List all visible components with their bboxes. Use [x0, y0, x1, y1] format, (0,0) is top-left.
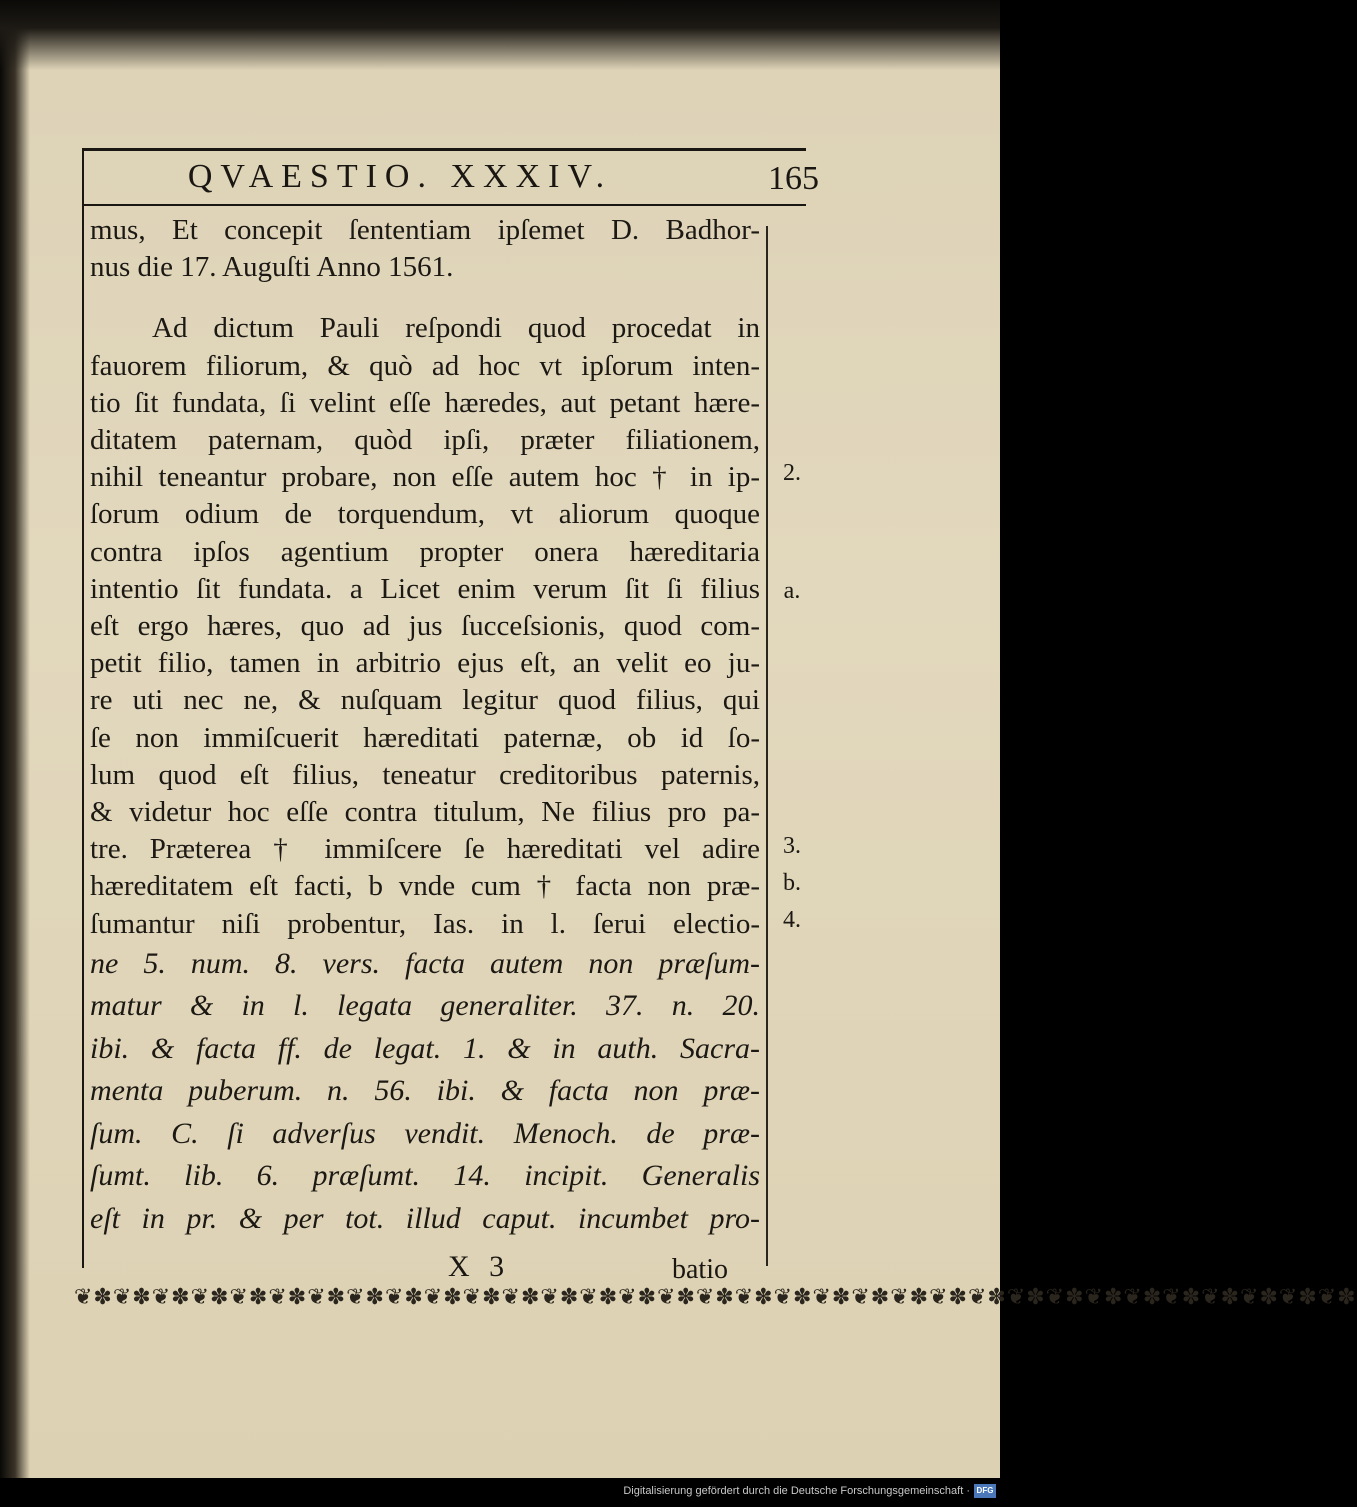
margin-note: 4.: [783, 907, 801, 933]
text-line: Ad dictum Pauli reſpondi quod procedat in: [152, 312, 760, 345]
credit-bar: [0, 1478, 1000, 1507]
text-line-italic: matur & in l. legata generaliter. 37. n. 20.: [90, 989, 760, 1023]
left-rule: [82, 148, 84, 1268]
text-line: fauorem filiorum, & quò ad hoc vt ipſorum inten-: [90, 349, 760, 382]
credit-text: Digitalisierung gefördert durch die Deutsche Forschungsgemeinschaft ·: [623, 1485, 970, 1497]
text-line: intentio ſit fundata. a Licet enim verum ſit ſi filius: [90, 572, 760, 605]
margin-note: b.: [783, 870, 801, 896]
text-line: ſorum odium de torquendum, vt aliorum quoque: [90, 498, 760, 531]
text-line-italic: menta puberum. n. 56. ibi. & facta non præ-: [90, 1074, 760, 1108]
text-line: tre. Præterea † immiſcere ſe hæreditati vel adire: [90, 833, 760, 866]
catchword: batio: [672, 1254, 728, 1285]
header-rule: [82, 204, 806, 206]
text-line: petit filio, tamen in arbitrio ejus eſt, an velit eo ju-: [90, 647, 760, 680]
page-number: 165: [768, 160, 819, 197]
margin-note: a.: [783, 578, 801, 604]
text-line: eſt ergo hæres, quo ad jus ſucceſsionis, quod com-: [90, 610, 760, 643]
signature-mark: X 3: [448, 1250, 511, 1283]
text-line: nihil teneantur probare, non eſſe autem hoc † in ip-: [90, 461, 760, 494]
top-rule: [82, 148, 806, 151]
right-rule: [766, 226, 768, 1266]
text-line-italic: ibi. & facta ff. de legat. 1. & in auth. Sacra-: [90, 1031, 760, 1065]
text-line-italic: eſt in pr. & per tot. illud caput. incumbet pro-: [90, 1201, 760, 1235]
text-line: ditatem paternam, quòd ipſi, præter filiationem,: [90, 424, 760, 457]
text-line: lum quod eſt filius, teneatur creditoribus paternis,: [90, 758, 760, 791]
text-line: tio ſit fundata, ſi velint eſſe hæredes, aut petant hære-: [90, 386, 760, 419]
text-line: mus, Et concepit ſententiam ipſemet D. Badhor-: [90, 214, 760, 246]
text-line-italic: ſumt. lib. 6. præſumt. 14. incipit. Generalis: [90, 1159, 760, 1193]
text-line-italic: ſum. C. ſi adverſus vendit. Menoch. de præ-: [90, 1116, 760, 1150]
text-line: & videtur hoc eſſe contra titulum, Ne filius pro pa-: [90, 796, 760, 829]
dfg-logo-icon: DFG: [974, 1484, 996, 1498]
margin-note: 3.: [783, 833, 801, 859]
running-head: QVAESTIO. XXXIV.: [187, 158, 613, 195]
text-line: re uti nec ne, & nuſquam legitur quod filius, qui: [90, 684, 760, 717]
text-line-italic: ne 5. num. 8. vers. facta autem non præſum-: [90, 946, 760, 980]
text-line: hæreditatem eſt facti, b vnde cum † facta non præ-: [90, 870, 760, 903]
ornament-border: ❦✽❦✽❦✽❦✽❦✽❦✽❦✽❦✽❦✽❦✽❦✽❦✽❦✽❦✽❦✽❦✽❦✽❦✽❦✽❦✽❦✽❦✽❦✽❦✽❦✽❦✽❦✽❦✽❦✽❦✽❦✽❦✽❦✽: [74, 1284, 1357, 1309]
page-header: [120, 158, 819, 202]
text-line: nus die 17. Auguſti Anno 1561.: [90, 251, 454, 284]
text-line: ſumantur niſi probentur, Ias. in l. ſerui electio-: [90, 907, 760, 940]
text-line: ſe non immiſcuerit hæreditati paternæ, ob id ſo-: [90, 721, 760, 754]
body-text: [90, 212, 760, 1240]
margin-note: 2.: [783, 460, 801, 486]
text-line: contra ipſos agentium propter onera hæreditaria: [90, 535, 760, 568]
